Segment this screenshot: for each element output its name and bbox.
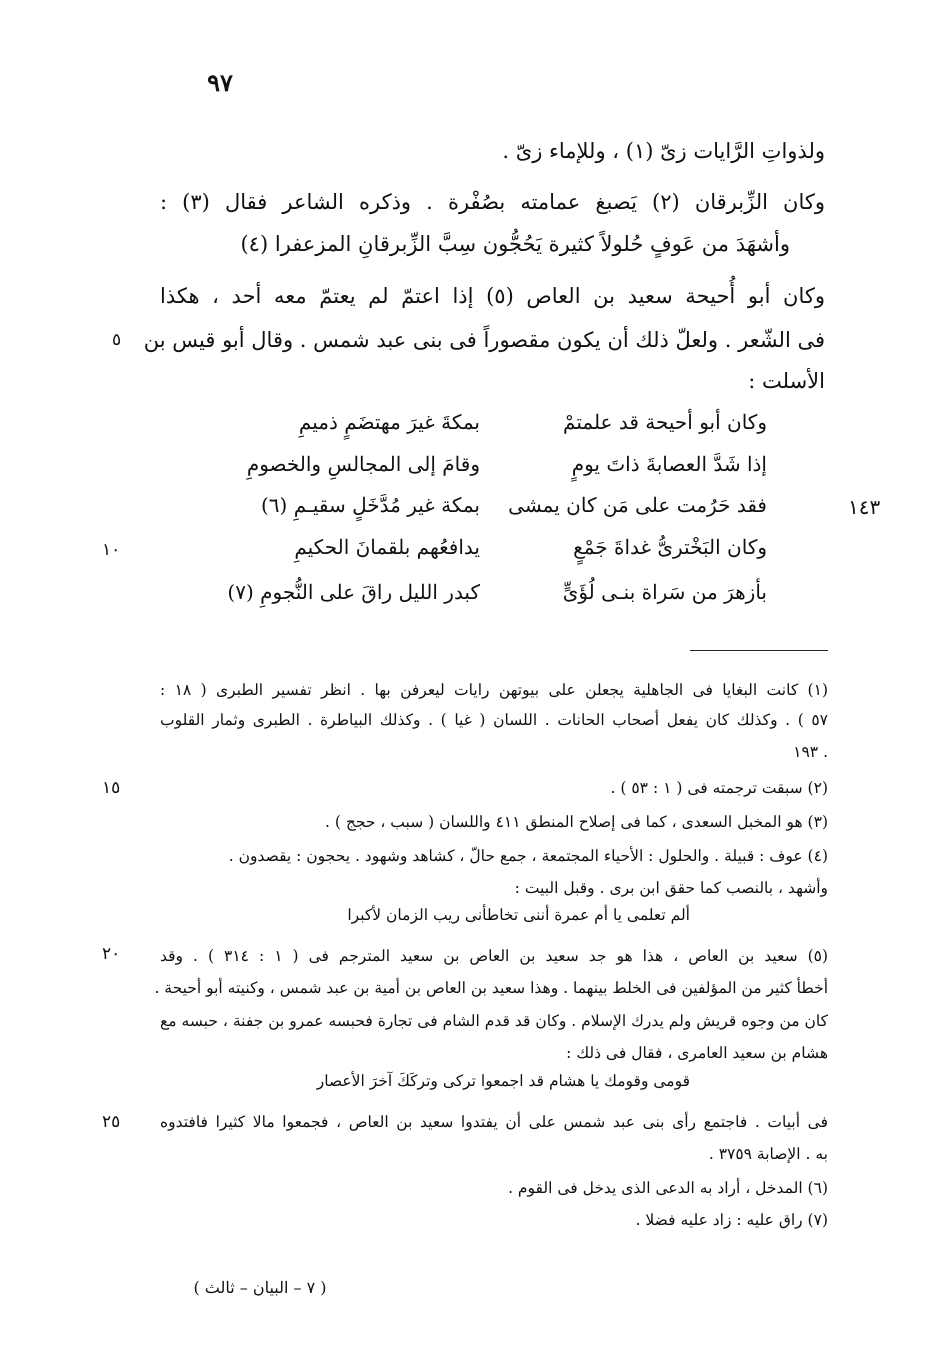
footnote-line: (٤) عوف : قبيلة . والحلول : الأحياء المجتمعة ، جمع حالّ ، كشاهد وشهود . يحجون : يقصدون . [228,847,828,865]
footnote-separator [690,650,828,651]
margin-line-number: ٥ [112,330,122,350]
footnote-line: (٢) سبقت ترجمته فى ( ١ : ٥٣ ) . [610,779,828,797]
page-footer: ( ٧ – البيان – ثالث ) [193,1278,327,1297]
footnote-line: (٧) راق عليه : زاد عليه فضلا . [635,1211,828,1229]
footnote-line: فى أبيات . فاجتمع رأى بنى عبد شمس على أن يفتدوا سعيد بن العاص ، فجمعوا مالا كثيرا فافتدوه [160,1113,828,1131]
verse-second-hemistich: كبدر الليل راقَ على النُّجومِ (٧) [227,580,480,604]
footnote-line: (٣) هو المخبل السعدى ، كما فى إصلاح المنطق ٤١١ واللسان ( سبب ، حجج ) . [325,813,828,831]
margin-line-number: ٢٠ [102,944,121,964]
verse-first-hemistich: وكان البَخْترىُّ غداةَ جَمْعٍ [573,535,767,559]
main-line: وكان الزِّبرقان (٢) يَصبغ عمامته بصُفْرة . وذكره الشاعر فقال (٣) : [160,190,825,214]
footnote-line: ١٩٣ . [793,743,828,761]
footnote-line: أخطأ كثير من المؤلفين فى الخلط بينهما . وهذا سعيد بن العاص بن أمية بن عبد شمس ، وكنيته أبو أحيحة . [154,979,828,997]
footnote-verse: قومى وقومك يا هشام قد اجمعوا تركى وتركَكَ آخرَ الأعصار [316,1072,690,1090]
footnote-line: به . الإصابة ٣٧٥٩ . [708,1145,828,1163]
verse-first-hemistich: فقد حَرُمت على مَن كان يمشى [508,493,767,517]
footnote-line: وأشهد ، بالنصب كما حقق ابن برى . وقبل البيت : [514,879,828,897]
footnote-verse: ألم تعلمى يا أم عمرة أننى تخاطأنى ريب الزمان لأكبرا [347,906,690,924]
source-page-reference: ١٤٣ [848,495,881,519]
margin-line-number: ٢٥ [102,1112,121,1132]
main-line: فى الشّعر . ولعلّ ذلك أن يكون مقصوراً فى بنى عبد شمس . وقال أبو قيس بن [143,328,825,352]
verse-first-hemistich: بأزهرَ من سَراة بنـى لُؤَىٍّ [562,580,767,604]
footnote-line: (١) كانت البغايا فى الجاهلية يجعلن على بيوتهن رايات ليعرفن بها . انظر تفسير الطبرى ( ١٨ : [160,681,828,699]
verse-second-hemistich: يدافعُهم بلقمانَ الحكيمِ [294,535,480,559]
verse-second-hemistich: بمكة غير مُدَّخَلٍ سقيـمِ (٦) [260,493,480,517]
verse-second-hemistich: بمكةَ غيرَ مهتضَمٍ ذميمِ [298,410,480,434]
margin-line-number: ١٠ [102,540,121,560]
main-line: الأسلت : [748,369,825,393]
footnote-line: ٥٧ ) . وكذلك كان يفعل أصحاب الحانات . اللسان ( غيا ) . وكذلك البياطرة . الطبرى وثمار القلوب [160,711,828,729]
main-line: وكان أبو أُحيحة سعيد بن العاص (٥) إذا اعتمّ لم يعتمّ معه أحد ، هكذا [160,284,825,308]
main-line: ولذواتِ الرَّايات زىّ (١) ، وللإماء زىّ . [502,139,825,163]
verse-second-hemistich: وقامَ إلى المجالسِ والخصومِ [246,452,480,476]
footnote-line: (٦) المدخل ، أراد به الدعى الذى يدخل فى القوم . [508,1179,828,1197]
margin-line-number: ١٥ [102,778,121,798]
footnote-line: (٥) سعيد بن العاص ، هذا هو جد سعيد بن العاص بن سعيد المترجم فى ( ١ : ٣١٤ ) . وقد [160,947,829,965]
main-line: وأشهَدَ من عَوفٍ حُلولاً كثيرة يَحُجُّون سِبَّ الزِّبرقانِ المزعفرا (٤) [240,232,790,256]
verse-first-hemistich: إذا شَدَّ العصابةَ ذاتَ يومٍ [571,452,767,476]
footnote-line: هشام بن سعيد العامرى ، فقال فى ذلك : [566,1044,828,1062]
footnote-line: كان من وجوه قريش ولم يدرك الإسلام . وكان قد قدم الشام فى تجارة فحبسه عمرو بن جفنة ، حبسه مع [160,1012,828,1030]
verse-first-hemistich: وكان أبو أحيحة قد علمتمْ [563,410,767,434]
page-number: ٩٧ [207,68,233,97]
